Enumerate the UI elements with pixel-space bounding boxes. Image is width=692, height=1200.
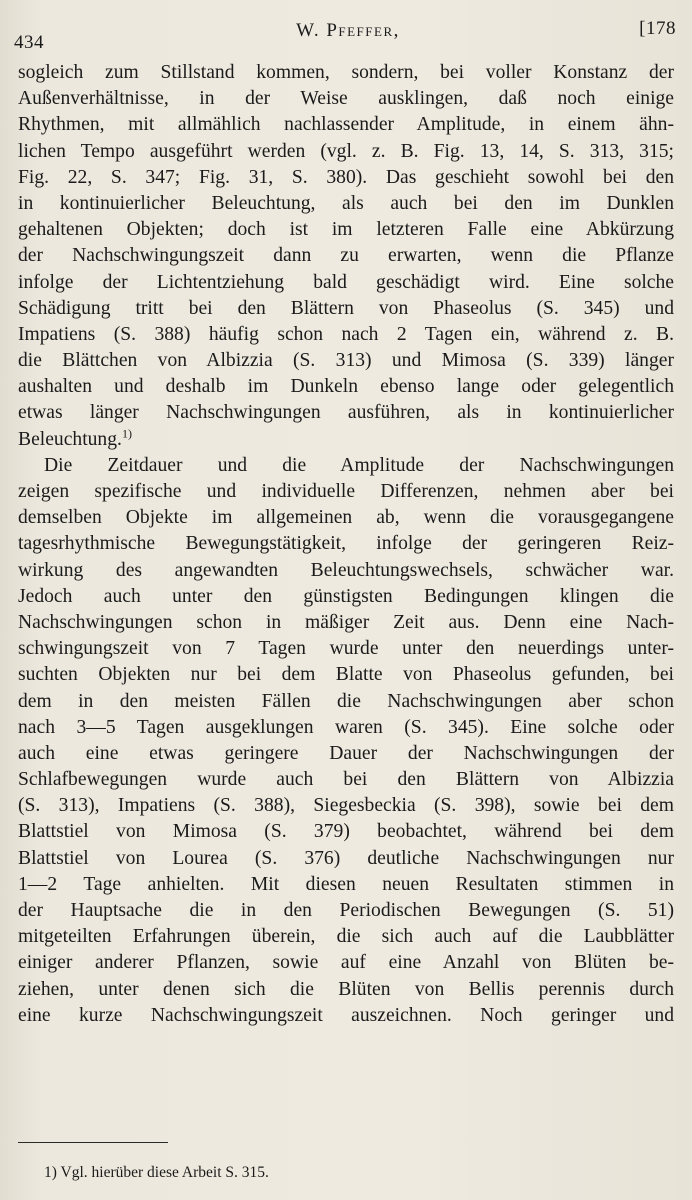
text-line: wirkung des angewandten Beleuchtungswechsels, schwächer war. <box>18 559 674 581</box>
text-line: Blattstiel von Lourea (S. 376) deutliche Nachschwingungen nur <box>18 847 674 869</box>
text-line: suchten Objekten nur bei dem Blatte von Phaseolus gefunden, bei <box>18 664 674 686</box>
text-line: schwingungszeit von 7 Tagen wurde unter den neuerdings unter- <box>18 638 674 660</box>
text-line: Rhythmen, mit allmählich nachlassender Amplitude, in einem ähn- <box>18 114 674 136</box>
text-line: Nachschwingungen schon in mäßiger Zeit aus. Denn eine Nach- <box>18 611 674 633</box>
text-line: Außenverhältnisse, in der Weise ausklingen, daß noch einige <box>18 88 674 110</box>
text-line: mitgeteilten Erfahrungen überein, die sich auch auf die Laubblätter <box>18 926 674 948</box>
text-line: demselben Objekte im allgemeinen ab, wenn die vorausgegangene <box>18 507 674 529</box>
page-header <box>14 18 682 53</box>
text-line: Jedoch auch unter den günstigsten Bedingungen klingen die <box>18 585 674 607</box>
text-line: eine kurze Nachschwingungszeit auszeichnen. Noch geringer und <box>18 1004 674 1026</box>
text-line: Schlafbewegungen wurde auch bei den Blättern von Albizzia <box>18 769 674 791</box>
paragraph-1 <box>18 60 674 453</box>
text-line: dem in den meisten Fällen die Nachschwingungen aber schon <box>18 690 674 712</box>
text-line: Die Zeitdauer und die Amplitude der Nachschwingungen <box>44 454 674 476</box>
original-page-marker: [178 <box>639 18 676 39</box>
text-line: auch eine etwas geringere Dauer der Nachschwingungen der <box>18 742 674 764</box>
footnote-marker: 1) <box>44 1164 57 1181</box>
text-line: einiger anderer Pflanzen, sowie auf eine Anzahl von Blüten be- <box>18 952 674 974</box>
paragraph-2 <box>18 453 674 1029</box>
text-line: zeigen spezifische und individuelle Differenzen, nehmen aber bei <box>18 481 674 502</box>
text-line: tagesrhythmische Bewegungstätigkeit, infolge der geringeren Reiz- <box>18 533 674 555</box>
text-line: Impatiens (S. 388) häufig schon nach 2 Tagen ein, während z. B. <box>18 323 674 345</box>
text-line: nach 3—5 Tagen ausgeklungen waren (S. 345). Eine solche oder <box>18 716 674 738</box>
footnote-reference[interactable]: 1) <box>121 426 132 441</box>
text-line: (S. 313), Impatiens (S. 388), Siegesbeckia (S. 398), sowie bei dem <box>18 795 674 817</box>
text-line: infolge der Lichtentziehung bald geschädigt wird. Eine solche <box>18 271 674 293</box>
text-line: Blattstiel von Mimosa (S. 379) beobachtet, während bei dem <box>18 821 674 843</box>
text-line: aushalten und deshalb im Dunkeln ebenso lange oder gelegentlich <box>18 376 674 398</box>
text-line: in kontinuierlicher Beleuchtung, als auch bei den im Dunklen <box>18 192 674 214</box>
text-line: Schädigung tritt bei den Blättern von Phaseolus (S. 345) und <box>18 297 674 319</box>
text-line: etwas länger Nachschwingungen ausführen, als in kontinuierlicher <box>18 402 674 424</box>
text-line: 1—2 Tage anhielten. Mit diesen neuen Resultaten stimmen in <box>18 873 674 895</box>
page-number: 434 <box>14 32 44 53</box>
body-text <box>18 60 674 1029</box>
text-line: Fig. 22, S. 347; Fig. 31, S. 380). Das geschieht sowohl bei den <box>18 166 674 188</box>
text-line: die Blättchen von Albizzia (S. 313) und Mimosa (S. 339) länger <box>18 350 674 372</box>
text-line: der Hauptsache die in den Periodischen Bewegungen (S. 51) <box>18 900 674 921</box>
footnote <box>44 1164 269 1182</box>
text-line-with-footnote <box>18 427 674 453</box>
text-line: lichen Tempo ausgeführt werden (vgl. z. B. Fig. 13, 14, S. 313, 315; <box>18 140 674 162</box>
text-line: gehaltenen Objekten; doch ist im letzteren Falle eine Abkürzung <box>18 219 674 241</box>
running-title: W. Pfeffer, <box>296 20 400 41</box>
text-line: der Nachschwingungszeit dann zu erwarten, wenn die Pflanze <box>18 245 674 267</box>
text-line-content: Beleuchtung. <box>18 428 122 450</box>
footnote-divider <box>18 1142 168 1143</box>
footnote-text: Vgl. hierüber diese Arbeit S. 315. <box>60 1164 269 1181</box>
text-line: sogleich zum Stillstand kommen, sondern, bei voller Konstanz der <box>18 62 674 83</box>
text-line: ziehen, unter denen sich die Blüten von Bellis perennis durch <box>18 978 674 1000</box>
